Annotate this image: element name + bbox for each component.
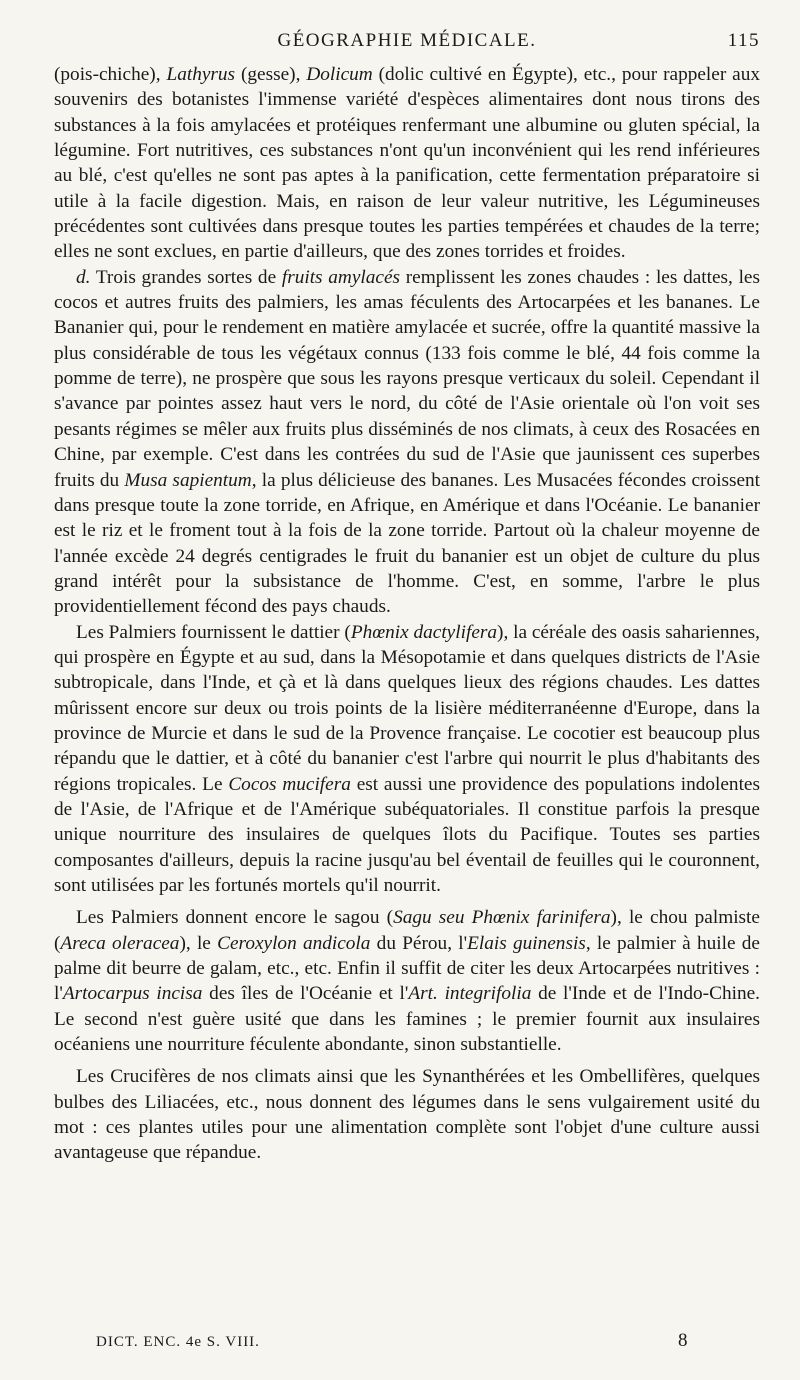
italic-run: d. [76,266,91,288]
running-header [54,26,760,62]
italic-run: Areca oleracea [60,932,180,954]
italic-run: Musa sapientum [124,469,252,491]
italic-run: Lathyrus [166,64,236,85]
italic-run: Dolicum [306,64,373,85]
text-run: des îles de l'Océanie et l' [202,983,409,1005]
paragraph-5 [54,1064,760,1165]
italic-run: Elais guinensis [467,932,586,954]
body-text [54,62,760,1166]
text-run: ), le chou palmiste ( [54,907,760,954]
text-run: Les Crucifères de nos climats ainsi que les Synanthérées et les Ombellifères, quelques bulbes des Liliacées, etc., nous donnent des légumes dans le sens vulgairement usité du mot : ces plantes utiles pour une alimentation complète sont l'objet d'une culture aussi avantageuse que répandue. [54,1066,760,1164]
italic-run: Ceroxylon andicola [217,932,371,954]
text-run: ), la céréale des oasis sahariennes, qui prospère en Égypte et au sud, dans la Mésopotamie et dans quelques districts de l'Asie subtropicale, dans l'Inde, et çà et là dans quelques lieux des régions chaudes. Les dattes mûrissent encore sur deux ou trois points de la lisière méditerranéenne d'Europe, dans la province de Murcie et dans le sud de la Provence française. Le cocotier est beaucoup plus répandu que le dattier, et à côté du bananier c'est l'arbre qui nourrit le plus d'habitants des régions tropicales. Le [54,621,761,795]
text-run: ), le [179,932,218,954]
text-run: du Pérou, l' [370,932,468,954]
sheet-number: 8 [678,1330,688,1351]
text-run: Les Palmiers fournissent le dattier ( [76,621,351,643]
italic-run: Phœnix dactylifera [350,621,498,643]
page-footer [96,1330,760,1360]
paragraph-2 [54,265,760,620]
italic-run: Sagu seu Phœnix farinifera [393,907,611,929]
text-run: Les Palmiers donnent encore le sagou ( [76,907,394,929]
paragraph-1 [54,62,760,265]
paragraph-4 [54,905,760,1057]
text-run: , la plus délicieuse des bananes. Les Musacées fécondes croissent dans presque toute la zone torride, en Afrique, en Amérique et dans l'Océanie. Le bananier est le riz et le froment tout à la fois de la zone torride. Partout où la chaleur moyenne de l'année excède 24 degrés centigrades le fruit du bananier est un objet de culture du plus grand intérêt pour la subsistance de l'homme. C'est, en somme, l'arbre le plus providentiellement fécond des pays chauds. [54,469,761,618]
text-run: , le palmier à huile de palme dit beurre de galam, etc., etc. Enfin il suffit de citer les deux Artocarpées nutritives : l' [54,932,760,1005]
signature-mark: DICT. ENC. 4e S. VIII. [96,1334,260,1350]
italic-run: fruits amylacés [281,266,401,288]
italic-run: Artocarpus incisa [62,983,203,1005]
text-run: de l'Inde et de l'Indo-Chine. Le second n'est guère usité que dans les famines ; le premier fournit aux insulaires océaniens une nourriture féculente abondante, sinon substantielle. [54,983,760,1056]
text-run: est aussi une providence des populations indolentes de l'Asie, de l'Afrique et de l'Amérique subéquatoriales. Il constitue parfois la presque unique nourriture des insulaires de quelques îlots du Pacifique. Toutes ses parties composantes d'ailleurs, depuis la racine jusqu'au bel éventail de feuilles qui le couronnent, sont utilisées par les fortunés mortels qu'il nourrit. [54,773,760,896]
text-run: (pois-chiche), [54,64,167,85]
text-run: remplissent les zones chaudes : les dattes, les cocos et autres fruits des palmiers, les amas féculents des Artocarpées et les bananes. Le Bananier qui, pour le rendement en matière amylacée et sucrée, offre la quantité massive la plus considérable de tous les végétaux connus (133 fois comme le blé, 44 fois comme la pomme de terre), ne prospère que sous les rayons presque verticaux du soleil. Cependant il s'avance par pointes assez haut vers le nord, du côté de l'Asie orientale où l'on voit ses pesants régimes se mêler aux fruits plus disséminés de nos climats, à ceux des Rosacées en Chine, par exemple. C'est dans les contrées du sud de l'Asie que jaunissent ces superbes fruits du [54,266,760,491]
italic-run: Cocos mucifera [228,773,351,795]
paragraph-3 [54,620,760,899]
text-run: (dolic cultivé en Égypte), etc., pour rappeler aux souvenirs des botanistes l'immense variété d'espèces alimentaires dont nous tirons des substances à la fois amylacées et protéiques renfermant une albumine ou gluten spécial, la légumine. Fort nutritives, ces substances n'ont qu'un inconvénient qui les rend inférieures au blé, c'est qu'elles ne sont pas aptes à la panification, cette fermentation préparatoire si utile à la facile digestion. Mais, en raison de leur valeur nutritive, les Légumineuses précédentes sont cultivées dans presque toutes les parties tempérées et chaudes de la terre; elles ne sont exclues, en partie d'ailleurs, que des zones torrides et froides. [54,64,760,263]
running-title: GÉOGRAPHIE MÉDICALE. [277,30,537,51]
italic-run: Art. integrifolia [408,983,532,1005]
page-number: 115 [727,30,760,51]
text-run: (gesse), [235,64,307,85]
text-run: Trois grandes sortes de [90,266,282,288]
